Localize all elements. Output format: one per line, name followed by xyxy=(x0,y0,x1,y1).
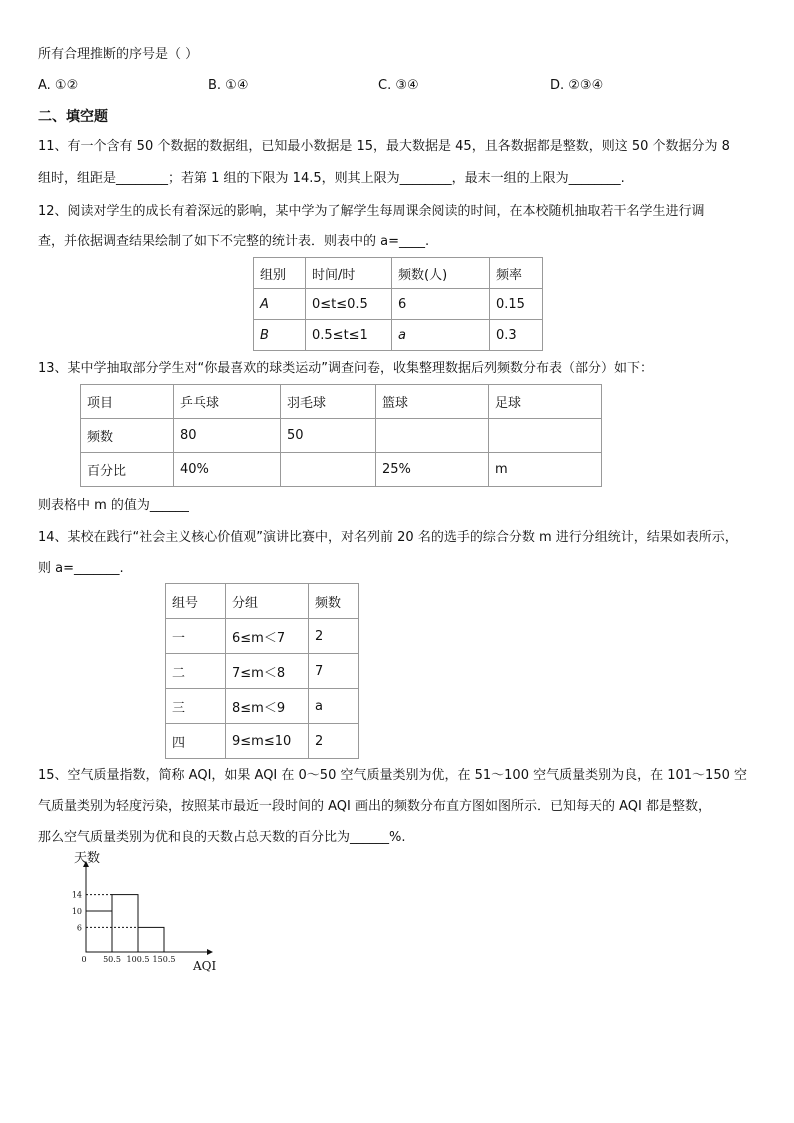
q12-cell: A xyxy=(254,289,306,320)
q13-cell: 50 xyxy=(281,419,376,453)
q13-cell: 足球 xyxy=(489,385,602,419)
y-tick-label: 10 xyxy=(71,907,82,916)
q14-cell: 二 xyxy=(166,654,226,689)
q12-line1: 12、阅读对学生的成长有着深远的影响，某中学为了解学生每周课余阅读的时间，在本校随机抽取若干名学生进行调 xyxy=(38,204,705,219)
q14-cell: a xyxy=(309,689,359,724)
histogram-bar xyxy=(86,911,112,952)
q13-cell: 40% xyxy=(174,453,281,487)
q14-cell: 分组 xyxy=(226,584,309,619)
q13-cell: 篮球 xyxy=(376,385,489,419)
q14-cell: 三 xyxy=(166,689,226,724)
histogram-bar xyxy=(138,927,164,952)
q12-cell: 0≤t≤0.5 xyxy=(306,289,392,320)
q14-cell: 四 xyxy=(166,724,226,759)
q13-cell: 频数 xyxy=(81,419,174,453)
q10-stem-tail: 所有合理推断的序号是（ ） xyxy=(38,47,199,62)
q14-cell: 6≤m＜7 xyxy=(226,619,309,654)
y-tick-label: 6 xyxy=(76,923,82,933)
q14-cell: 2 xyxy=(309,724,359,759)
option-c: C. ③④ xyxy=(378,78,419,93)
q15-line2: 气质量类别为轻度污染，按照某市最近一段时间的 AQI 画出的频数分布直方图如图所示．已知每天的 AQI 都是整数， xyxy=(38,799,711,814)
x-tick-label: 100.5 xyxy=(126,955,150,964)
q12-cell: 0.15 xyxy=(490,289,543,320)
y-axis-label: 天数 xyxy=(74,851,101,866)
option-d: D. ②③④ xyxy=(550,78,604,93)
q12-cell: 0.3 xyxy=(490,320,543,351)
x-tick-label: 150.5 xyxy=(152,955,176,964)
q14-cell: 组号 xyxy=(166,584,226,619)
q13-table xyxy=(80,384,602,487)
histogram-bar xyxy=(112,895,138,952)
q13-after: 则表格中 m 的值为______ xyxy=(38,498,189,513)
q12-cell: 组别 xyxy=(254,258,306,289)
q13-cell: 25% xyxy=(376,453,489,487)
q13-cell: 乒乓球 xyxy=(174,385,281,419)
q12-cell: 频数(人) xyxy=(392,258,490,289)
x-tick-label: 50.5 xyxy=(103,955,121,964)
option-a: A. ①② xyxy=(38,78,79,93)
q12-cell: 6 xyxy=(392,289,490,320)
q13-cell xyxy=(281,453,376,487)
q13-cell: 项目 xyxy=(81,385,174,419)
q13-cell: m xyxy=(489,453,602,487)
x-axis-label: AQI xyxy=(193,959,217,973)
q13-cell: 百分比 xyxy=(81,453,174,487)
q12-cell: 0.5≤t≤1 xyxy=(306,320,392,351)
q14-cell: 频数 xyxy=(309,584,359,619)
q14-cell: 8≤m＜9 xyxy=(226,689,309,724)
q13-cell xyxy=(489,419,602,453)
q14-line1: 14、某校在践行“社会主义核心价值观”演讲比赛中，对名列前 20 名的选手的综合分数 m 进行分组统计，结果如表所示， xyxy=(38,530,738,545)
q13-line1: 13、某中学抽取部分学生对“你最喜欢的球类运动”调查问卷，收集整理数据后列频数分布表（部分）如下： xyxy=(38,361,654,376)
q11-line2: 组时，组距是________；若第 1 组的下限为 14.5，则其上限为________，最末一组的上限为________. xyxy=(38,171,625,186)
x-tick-label: 0 xyxy=(81,955,87,964)
q15-line1: 15、空气质量指数，简称 AQI，如果 AQI 在 0～50 空气质量类别为优，在 51～100 空气质量类别为良，在 101～150 空 xyxy=(38,768,747,783)
q12-cell: B xyxy=(254,320,306,351)
q12-cell: 频率 xyxy=(490,258,543,289)
q14-table xyxy=(165,583,359,759)
q14-cell: 一 xyxy=(166,619,226,654)
q13-cell xyxy=(376,419,489,453)
q14-cell: 9≤m≤10 xyxy=(226,724,309,759)
aqi-histogram xyxy=(60,848,230,978)
q12-cell: a xyxy=(392,320,490,351)
q12-cell: 时间/时 xyxy=(306,258,392,289)
y-tick-label: 14 xyxy=(71,890,82,900)
q13-cell: 羽毛球 xyxy=(281,385,376,419)
q15-line3: 那么空气质量类别为优和良的天数占总天数的百分比为______%. xyxy=(38,830,406,845)
q11-line1: 11、有一个含有 50 个数据的数据组，已知最小数据是 15，最大数据是 45，且各数据都是整数，则这 50 个数据分为 8 xyxy=(38,139,730,154)
q14-cell: 2 xyxy=(309,619,359,654)
option-b: B. ①④ xyxy=(208,78,249,93)
section-title: 二、填空题 xyxy=(38,109,108,125)
q12-table xyxy=(253,257,543,351)
q14-line2: 则 a=_______. xyxy=(38,561,124,576)
q14-cell: 7 xyxy=(309,654,359,689)
q13-cell: 80 xyxy=(174,419,281,453)
q14-cell: 7≤m＜8 xyxy=(226,654,309,689)
q12-line2: 查，并依据调查结果绘制了如下不完整的统计表．则表中的 a=____. xyxy=(38,234,430,249)
